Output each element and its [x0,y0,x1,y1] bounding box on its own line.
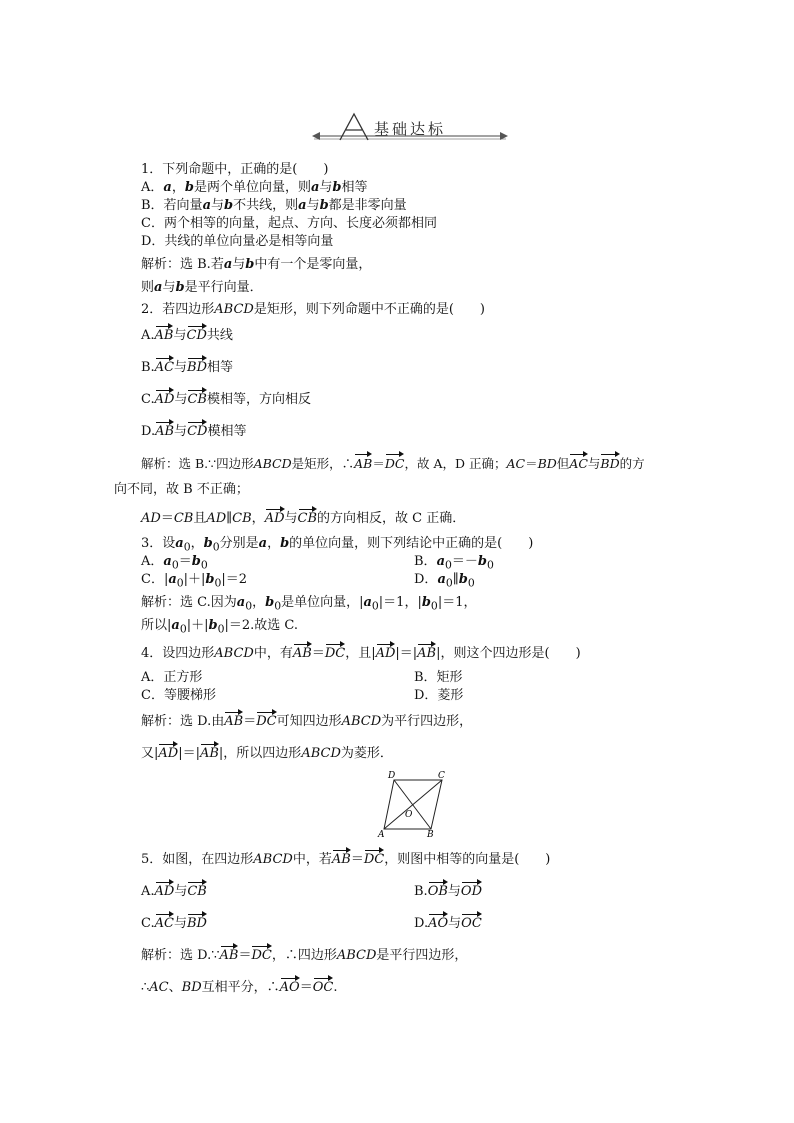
q2-stem: 2．若四边形ABCD是矩形，则下列命题中不正确的是( ) [141,302,485,317]
label-a: A [378,830,385,838]
q1-option-a: A．a，b是两个单位向量，则a与b相等 [141,180,368,195]
q5-stem: 5．如图，在四边形ABCD中，若AB＝DC，则图中相等的向量是( ) [141,852,551,867]
label-c: C [438,771,445,781]
q5-option-c: C.AC与BD [141,916,207,931]
label-d: D [388,771,396,781]
q1-explanation-2: 则a与b是平行向量． [141,280,263,295]
parallelogram-diagram [374,770,448,838]
q1-option-d: D．共线的单位向量必是相等向量 [141,234,334,249]
q2-option-b: B.AC与BD相等 [141,360,234,375]
label-o: O [405,810,413,820]
q2-explanation-3: AD＝CB且AD∥CB，AD与CB的方向相反，故 C 正确． [141,511,466,526]
q2-explanation-2: 向不同，故 B 不正确； [114,482,249,497]
q4-option-a: A．正方形 [141,670,203,685]
q3-option-b: B．$a_0=-b_0$ [414,554,494,572]
q4-stem: 4．设四边形ABCD中，有AB＝DC，且|AD|＝|AB|，则这个四边形是( ) [141,646,581,661]
q3-option-a: A．$a_0=b_0$ [141,554,208,572]
q1-option-b: B．若向量a与b不共线，则a与b都是非零向量 [141,198,407,213]
q5-option-d: D.AO与OC [414,916,482,931]
q1-explanation-1: 解析：选 B.若a与b中有一个是零向量， [141,257,372,272]
q4-option-b: B．矩形 [414,670,463,685]
banner-title: 基础达标 [374,120,447,138]
q5-explanation-1: 解析：选 D.∵AB＝DC，∴四边形ABCD是平行四边形， [141,948,468,963]
q2-option-a: A.AB与CD共线 [141,328,233,343]
diagonal-bd [394,780,431,829]
q2-option-c: C.AD与CB模相等，方向相反 [141,392,311,407]
q4-option-c: C．等腰梯形 [141,688,216,703]
q1-stem: 1．下列命题中，正确的是( ) [141,162,329,177]
section-banner [310,110,510,144]
q5-explanation-2: ∴AC、BD互相平分，∴AO＝OC. [141,980,338,995]
q3-explanation-1: 解析：选 C.因为$a_0$，$b_0$是单位向量，$|a_0|=1$，$|b_0|=1$， [141,595,477,613]
q2-explanation-1: 解析：选 B.∵四边形ABCD是矩形，∴AB＝DC，故 A，D 正确；AC＝BD但AC与BD的方 [141,456,645,471]
q4-option-d: D．菱形 [414,688,464,703]
q5-option-a: A.AD与CB [141,884,207,899]
q5-option-b: B.OB与OD [414,884,483,899]
q3-option-d: D．$a_0\parallel b_0$ [414,572,475,590]
q4-explanation-2: 又|AD|＝|AB|，所以四边形ABCD为菱形． [141,746,393,761]
q2-option-d: D.AB与CD模相等 [141,424,247,439]
q3-option-c: C．$|a_0|+|b_0|=2$ [141,572,248,590]
q3-stem: 3．设$a_0$，$b_0$分别是a，b的单位向量，则下列结论中正确的是( ) [141,536,534,554]
q1-option-c: C．两个相等的向量，起点、方向、长度必须都相同 [141,216,437,231]
q3-explanation-2: 所以$|a_0|+|b_0|=2$.故选 C. [141,618,299,636]
label-b: B [427,830,434,838]
q4-explanation-1: 解析：选 D.由AB＝DC可知四边形ABCD为平行四边形， [141,714,473,729]
